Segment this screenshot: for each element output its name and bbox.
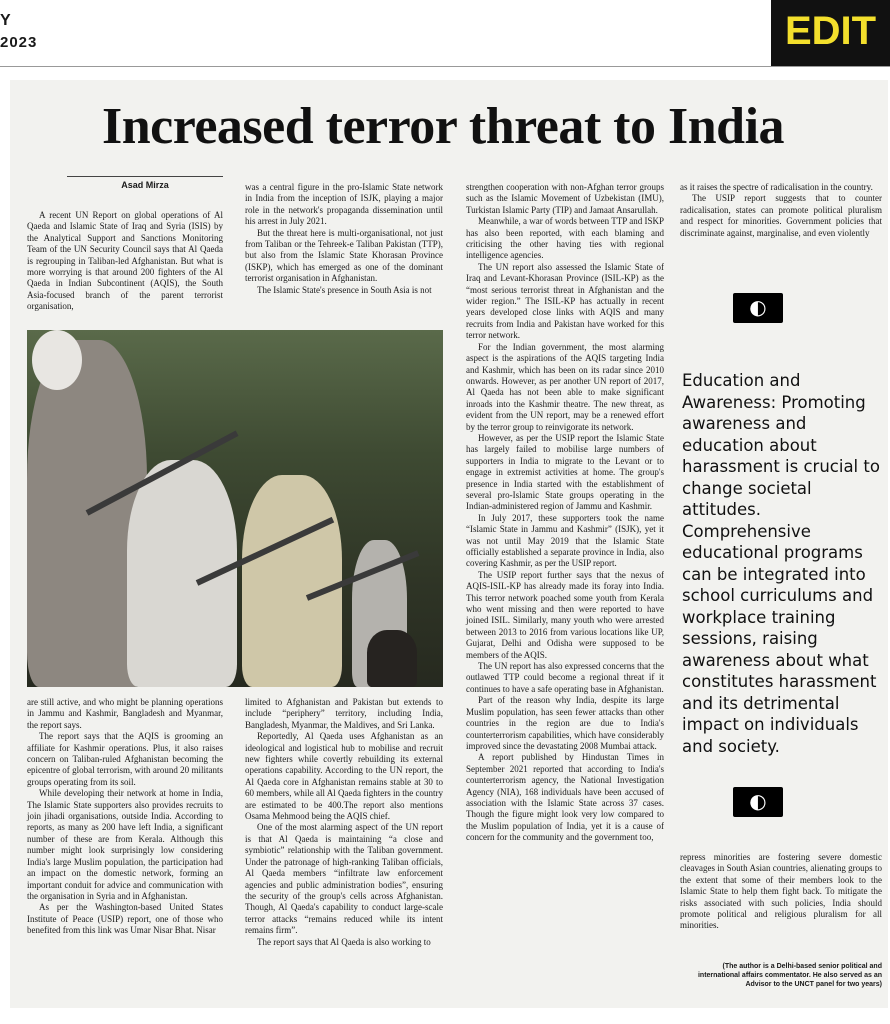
paragraph: as it raises the spectre of radicalisation in the country. <box>680 182 873 192</box>
paragraph: limited to Afghanistan and Pakistan but extends to include “periphery” territory, including India, Bangladesh, Myanmar, the Maldives, and Sri Lanka. <box>245 697 443 730</box>
graphic-icon <box>733 293 783 323</box>
divider <box>0 66 890 67</box>
column-4-bottom <box>680 852 882 932</box>
column-2-bottom <box>245 697 443 948</box>
column-1-top <box>27 210 223 313</box>
section-label: EDIT <box>784 9 877 53</box>
headline: Increased terror threat to India <box>101 98 785 155</box>
paragraph: As per the Washington-based United States Institute of Peace (USIP) report, one of those who benefited from this link was Umar Nisar Bhat. Nisar <box>27 902 223 936</box>
paragraph: Reportedly, Al Qaeda uses Afghanistan as an ideological and logistical hub to mobilise and recruit new fighters while covertly rebuilding its external operations capability. According to the UN report, the Al Qaeda core in Afghanistan remains stable at 30 to 60 members, while all Al Qaeda fighters in the country are estimated to be 400.The report also mentions Osama Mehmood being the AQIS chief. <box>245 731 443 822</box>
paragraph: But the threat here is multi-organisational, not just from Taliban or the Tehreek-e Taliban Pakistan (TTP), but also from the Islamic State Khorasan Province (ISKP), which has emerged as one of the dominant terrorist organisation in Afghanistan. <box>245 227 443 284</box>
paragraph: However, as per the USIP report the Islamic State has largely failed to mobilise large numbers of supporters in India to migrate to the Levant or to engage in extremist activities at home. The group's presence in India started with the establishment of several pro-Islamic State groups operating in the Indian-administered region of Jammu and Kashmir. <box>466 432 664 512</box>
paragraph: The USIP report further says that the nexus of AQIS-ISIL-KP has already made its foray into India. This terror network poached some youth from Kerala who went missing and then were reported to have joined ISIL. Similarly, many youth who were arrested between 2013 to 2016 from various locations like UP, Gujarat, Delhi and Odisha were supposed to be members of the AQIS. <box>466 569 664 660</box>
graphic-icon-glyph: ◐ <box>749 295 767 319</box>
graphic-icon-glyph: ◐ <box>749 789 767 813</box>
paragraph: The UN report also assessed the Islamic State of Iraq and Levant-Khorasan Province (ISIL-KP) as the “most serious terrorist threat in Afghanistan and the wider region.” The ISIL-KP has actually in recent years developed close links with AQIS and many recruits from India and Pakistan have worked for this terror network. <box>466 261 664 341</box>
aside-text: Education and Awareness: Promoting awareness and education about harassment is crucial to change societal attitudes. Comprehensive educational programs can be integrated into school curriculums and workplace training sessions, raising awareness about what constitutes harassment and its detrimental impact on individuals and society. <box>682 371 880 756</box>
graphic-icon <box>733 787 783 817</box>
photo-figure <box>32 330 82 390</box>
photo-figure <box>367 630 417 687</box>
paragraph: While developing their network at home in India, The Islamic State supporters also provides recruits to join jihadi organisations, outside India. According to reports, as many as 200 have left India, a significant number of these are from Kerala. Although this number might look surprisingly low considering India's large Muslim population, the participation had an impact on the domestic network, forming an important conduit for advice and communication with the organisation in Syria and in Afghanistan. <box>27 788 223 901</box>
paragraph: The USIP report suggests that to counter radicalisation, states can promote political pluralism and respect for minorities. Government policies that discriminate against, marginalise, and even violently <box>680 193 882 238</box>
paragraph: The report says that the AQIS is grooming an affiliate for Kashmir operations. Plus, it also raises concern on Taliban-ruled Afghanistan becoming the epicentre of global terrorism, with around 20 militants groups operating from its soil. <box>27 731 223 787</box>
section-label-box <box>771 0 890 66</box>
paragraph: A report published by Hindustan Times in September 2021 reported that according to India's counterterrorism agency, the National Investigation Agency (NIA), 168 individuals have been accused of association with the Islamic State across 37 cases. Though the figure might look very low compared to the Muslim population of India, yet it is a cause of concern for the community and the government too, <box>466 752 664 843</box>
paragraph: In July 2017, these supporters took the name “Islamic State in Jammu and Kashmir” (ISJK), yet it was not until May 2019 that the Islamic State officially established a separate province in India, also covering Kashmir, as per the USIP report. <box>466 512 664 569</box>
column-3 <box>466 182 664 844</box>
paragraph: Meanwhile, a war of words between TTP and ISKP has also been reported, with each blaming and criticising the other having ties with regional intelligence agencies. <box>466 216 664 261</box>
byline-rule <box>67 176 223 177</box>
paragraph: strengthen cooperation with non-Afghan terror groups such as the Islamic Movement of Uzbekistan (IMU), Turkistan Islamic Party (TIP) and Jamaat Ansarullah. <box>466 182 664 215</box>
paragraph: repress minorities are fostering severe domestic cleavages in South Asian countries, alienating groups to the extent that some of their members look to the Islamic State to help them fight back. To mitigate the risks associated with such policies, India should promote political and religious pluralism for all minorities. <box>680 852 882 931</box>
paragraph: The report says that Al Qaeda is also working to <box>257 936 431 947</box>
masthead-line1: Y <box>0 12 12 29</box>
paragraph: are still active, and who might be planning operations in Jammu and Kashmir, Bangladesh and Myanmar, the report says. <box>27 697 223 730</box>
paragraph: The Islamic State's presence in South Asia is not <box>257 284 432 295</box>
paragraph: One of the most alarming aspect of the UN report is that Al Qaeda is maintaining “a close and symbiotic” relationship with the Taliban government. Under the patronage of high-ranking Taliban officials, Al Qaeda members “infiltrate law enforcement agencies and public administration bodies”, ensuring the security of the group's cells across Afghanistan. Though, Al Qaeda's capability to conduct large-scale terror attacks “remains reduced while its intent remains firm”. <box>245 822 443 936</box>
paragraph: A recent UN Report on global operations of Al Qaeda and Islamic State of Iraq and Syria (ISIS) by the Analytical Support and Sanctions Monitoring Team of the UN Security Council says that Al Qaeda is regrouping in Taliban-led Afghanistan. But what is more worrying is that around 200 fighters of the Al Qaeda in Indian Subcontinent (AQIS), the South Asia-focused branch of the parent terrorist organisation, <box>27 210 223 312</box>
column-4-top <box>680 182 882 239</box>
photo-figure <box>242 475 342 687</box>
author-note: (The author is a Delhi-based senior political and international affairs commentator. He also served as an Advisor to the UNCT panel for two years) <box>697 963 882 988</box>
column-1-bottom <box>27 697 223 937</box>
paragraph: The UN report has also expressed concerns that the outlawed TTP could become a regional threat if it continues to have a safe operating base in Afghanistan. <box>466 661 664 694</box>
paragraph: was a central figure in the pro-Islamic State network in India from the inception of ISJK, playing a major role in the network's propaganda dissemination until his arrest in July 2021. <box>245 182 443 227</box>
byline: Asad Mirza <box>121 180 169 190</box>
masthead-date: 2023 <box>0 34 38 51</box>
masthead <box>0 0 890 66</box>
paragraph: Part of the reason why India, despite its large Muslim population, has seen fewer attacks than other countries in the region are due to India's counterterrorism capabilities, which have considerably improved since the devastating 2008 Mumbai attack. <box>466 695 664 751</box>
column-2-top <box>245 182 443 296</box>
article-photo <box>27 330 443 687</box>
paragraph: For the Indian government, the most alarming aspect is the aspirations of the AQIS targeting India and Kashmir, which has been on its radar since 2010 onwards. However, as per another UN report of 2017, Al Qaeda has not been able to make significant inroads into the Kashmir theatre. The new threat, as evident from the UN report, may be a renewed effort by the terror group to reinvigorate its network. <box>466 341 664 432</box>
